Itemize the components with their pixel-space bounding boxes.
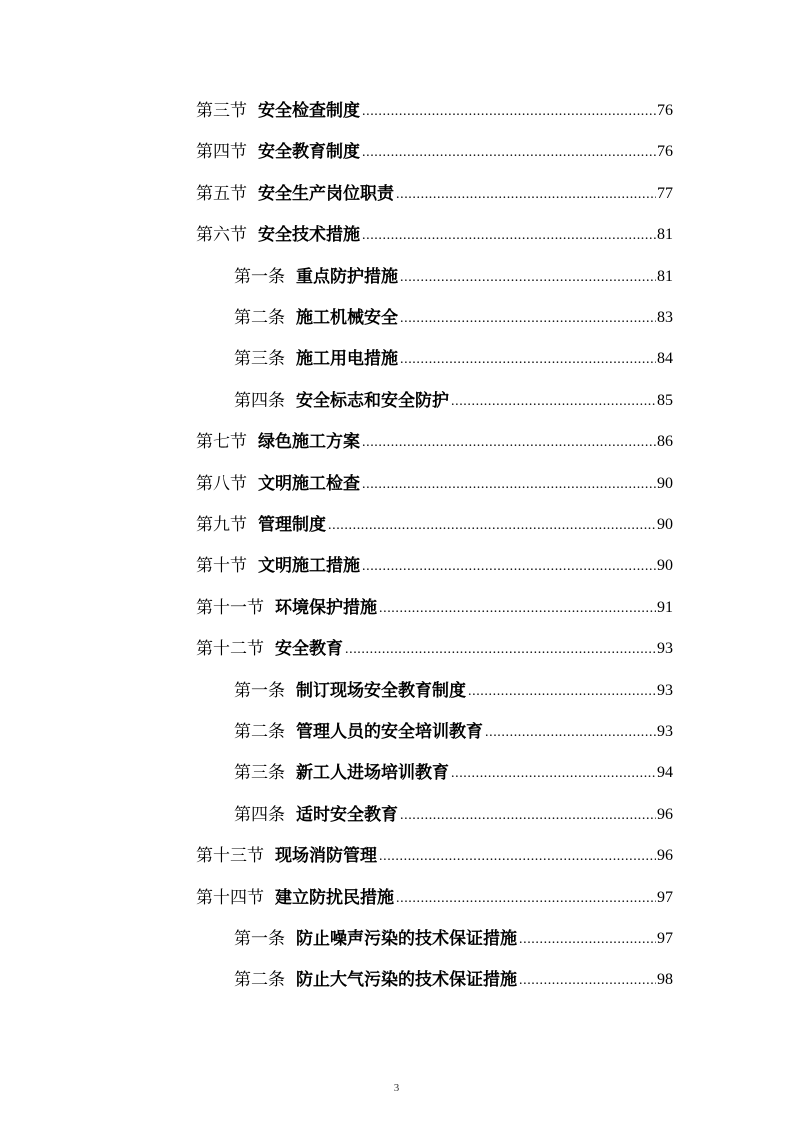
toc-entry-title: 安全技术措施 xyxy=(258,225,360,246)
toc-entry-number: 第二条 xyxy=(234,970,285,991)
dot-leader xyxy=(451,392,656,412)
toc-entry-number: 第五节 xyxy=(196,183,247,204)
dot-leader xyxy=(362,226,656,246)
toc-entry-title: 安全检查制度 xyxy=(258,101,360,121)
dot-leader xyxy=(400,806,656,826)
toc-entry-number: 第二条 xyxy=(234,308,285,328)
toc-entry[interactable] xyxy=(234,758,673,784)
toc-entry[interactable] xyxy=(234,800,673,826)
dot-leader xyxy=(400,309,656,329)
toc-entry[interactable] xyxy=(196,841,673,867)
dot-leader xyxy=(379,599,656,619)
dot-leader xyxy=(468,682,656,702)
toc-entry-page: 90 xyxy=(657,474,673,492)
dot-leader xyxy=(396,889,656,909)
toc-entry-title: 施工用电措施 xyxy=(296,349,398,370)
toc-entry-page: 81 xyxy=(657,226,673,244)
toc-entry-page: 86 xyxy=(657,433,673,451)
toc-entry-number: 第十二节 xyxy=(196,639,264,660)
toc-entry-number: 第六节 xyxy=(196,225,247,246)
toc-entry-number: 第四条 xyxy=(234,390,285,411)
toc-entry-title: 环境保护措施 xyxy=(275,597,377,618)
toc-entry[interactable] xyxy=(234,262,673,288)
dot-leader xyxy=(519,930,656,950)
toc-entry-number: 第二条 xyxy=(234,722,285,742)
dot-leader xyxy=(519,971,656,991)
toc-entry-title: 制订现场安全教育制度 xyxy=(296,680,466,701)
toc-entry-title: 防止大气污染的技术保证措施 xyxy=(296,970,517,991)
dot-leader xyxy=(362,433,656,453)
toc-entry-title: 安全标志和安全防护 xyxy=(296,390,449,411)
toc-entry-page: 93 xyxy=(657,640,673,658)
dot-leader xyxy=(400,268,656,288)
dot-leader xyxy=(328,516,656,536)
toc-entry[interactable] xyxy=(196,551,673,577)
toc-entry-page: 84 xyxy=(657,350,673,368)
toc-entry[interactable] xyxy=(196,634,673,660)
toc-entry-page: 98 xyxy=(657,971,673,989)
toc-entry-title: 新工人进场培训教育 xyxy=(296,763,449,784)
dot-leader xyxy=(345,640,656,660)
toc-entry-number: 第四节 xyxy=(196,142,247,163)
toc-entry[interactable] xyxy=(196,510,673,536)
toc-entry[interactable] xyxy=(234,717,673,743)
toc-entry-title: 防止噪声污染的技术保证措施 xyxy=(296,929,517,949)
page-number: 3 xyxy=(393,1082,400,1094)
toc-entry[interactable] xyxy=(196,179,673,205)
toc-entry-title: 安全教育 xyxy=(275,639,343,660)
toc-entry[interactable] xyxy=(196,469,673,495)
toc-entry-page: 76 xyxy=(657,102,673,119)
toc-entry-page: 85 xyxy=(657,391,673,409)
toc-entry-number: 第十节 xyxy=(196,556,247,577)
dot-leader xyxy=(400,350,656,370)
toc-entry-page: 81 xyxy=(657,267,673,285)
toc-entry-page: 97 xyxy=(657,930,673,947)
toc-entry-page: 83 xyxy=(657,309,673,326)
dot-leader xyxy=(396,185,656,205)
toc-entry[interactable] xyxy=(234,386,673,412)
toc-entry-number: 第八节 xyxy=(196,473,247,494)
toc-entry-title: 安全教育制度 xyxy=(258,142,360,163)
toc-entry-page: 93 xyxy=(657,723,673,740)
toc-entry-page: 93 xyxy=(657,681,673,699)
toc-entry[interactable] xyxy=(196,883,673,909)
toc-entry[interactable] xyxy=(234,344,673,370)
toc-entry-number: 第一条 xyxy=(234,266,285,287)
toc-entry-page: 97 xyxy=(657,888,673,906)
toc-entry-title: 文明施工措施 xyxy=(258,556,360,577)
toc-entry-page: 96 xyxy=(657,847,673,865)
toc-entry-number: 第十一节 xyxy=(196,597,264,618)
toc-entry-title: 绿色施工方案 xyxy=(258,432,360,453)
toc-entry-title: 管理人员的安全培训教育 xyxy=(296,722,483,742)
toc-entry-number: 第三条 xyxy=(234,349,285,370)
toc-entry-title: 安全生产岗位职责 xyxy=(258,183,394,204)
toc-entry-page: 91 xyxy=(657,598,673,616)
toc-entry[interactable] xyxy=(196,427,673,453)
toc-entry-title: 文明施工检查 xyxy=(258,473,360,494)
toc-entry[interactable] xyxy=(234,303,673,329)
dot-leader xyxy=(362,557,656,577)
toc-entry-number: 第十四节 xyxy=(196,887,264,908)
toc-entry[interactable] xyxy=(196,96,673,122)
toc-entry[interactable] xyxy=(234,965,673,991)
toc-entry-number: 第九节 xyxy=(196,515,247,535)
toc-entry-number: 第一条 xyxy=(234,680,285,701)
toc-entry[interactable] xyxy=(196,593,673,619)
toc-entry[interactable] xyxy=(196,137,673,163)
dot-leader xyxy=(362,102,656,122)
toc-entry-number: 第三条 xyxy=(234,763,285,784)
toc-entry-title: 重点防护措施 xyxy=(296,266,398,287)
toc-entry-page: 76 xyxy=(657,143,673,161)
dot-leader xyxy=(362,475,656,495)
toc-entry-number: 第三节 xyxy=(196,101,247,121)
toc-entry-number: 第七节 xyxy=(196,432,247,453)
toc-entry[interactable] xyxy=(196,220,673,246)
toc-entry-page: 90 xyxy=(657,557,673,575)
toc-entry-title: 现场消防管理 xyxy=(275,846,377,867)
dot-leader xyxy=(485,723,656,743)
dot-leader xyxy=(362,143,656,163)
dot-leader xyxy=(379,847,656,867)
toc-entry-page: 96 xyxy=(657,805,673,823)
toc-entry-title: 管理制度 xyxy=(258,515,326,535)
toc-entry-page: 77 xyxy=(657,184,673,202)
toc-entry-title: 建立防扰民措施 xyxy=(275,887,394,908)
toc-entry-page: 90 xyxy=(657,516,673,533)
toc-entry[interactable] xyxy=(234,924,673,950)
dot-leader xyxy=(451,764,656,784)
toc-entry-title: 施工机械安全 xyxy=(296,308,398,328)
toc-entry[interactable] xyxy=(234,676,673,702)
toc-entry-title: 适时安全教育 xyxy=(296,804,398,825)
toc-entry-number: 第一条 xyxy=(234,929,285,949)
toc-entry-number: 第四条 xyxy=(234,804,285,825)
toc-entry-number: 第十三节 xyxy=(196,846,264,867)
toc-entry-page: 94 xyxy=(657,764,673,782)
